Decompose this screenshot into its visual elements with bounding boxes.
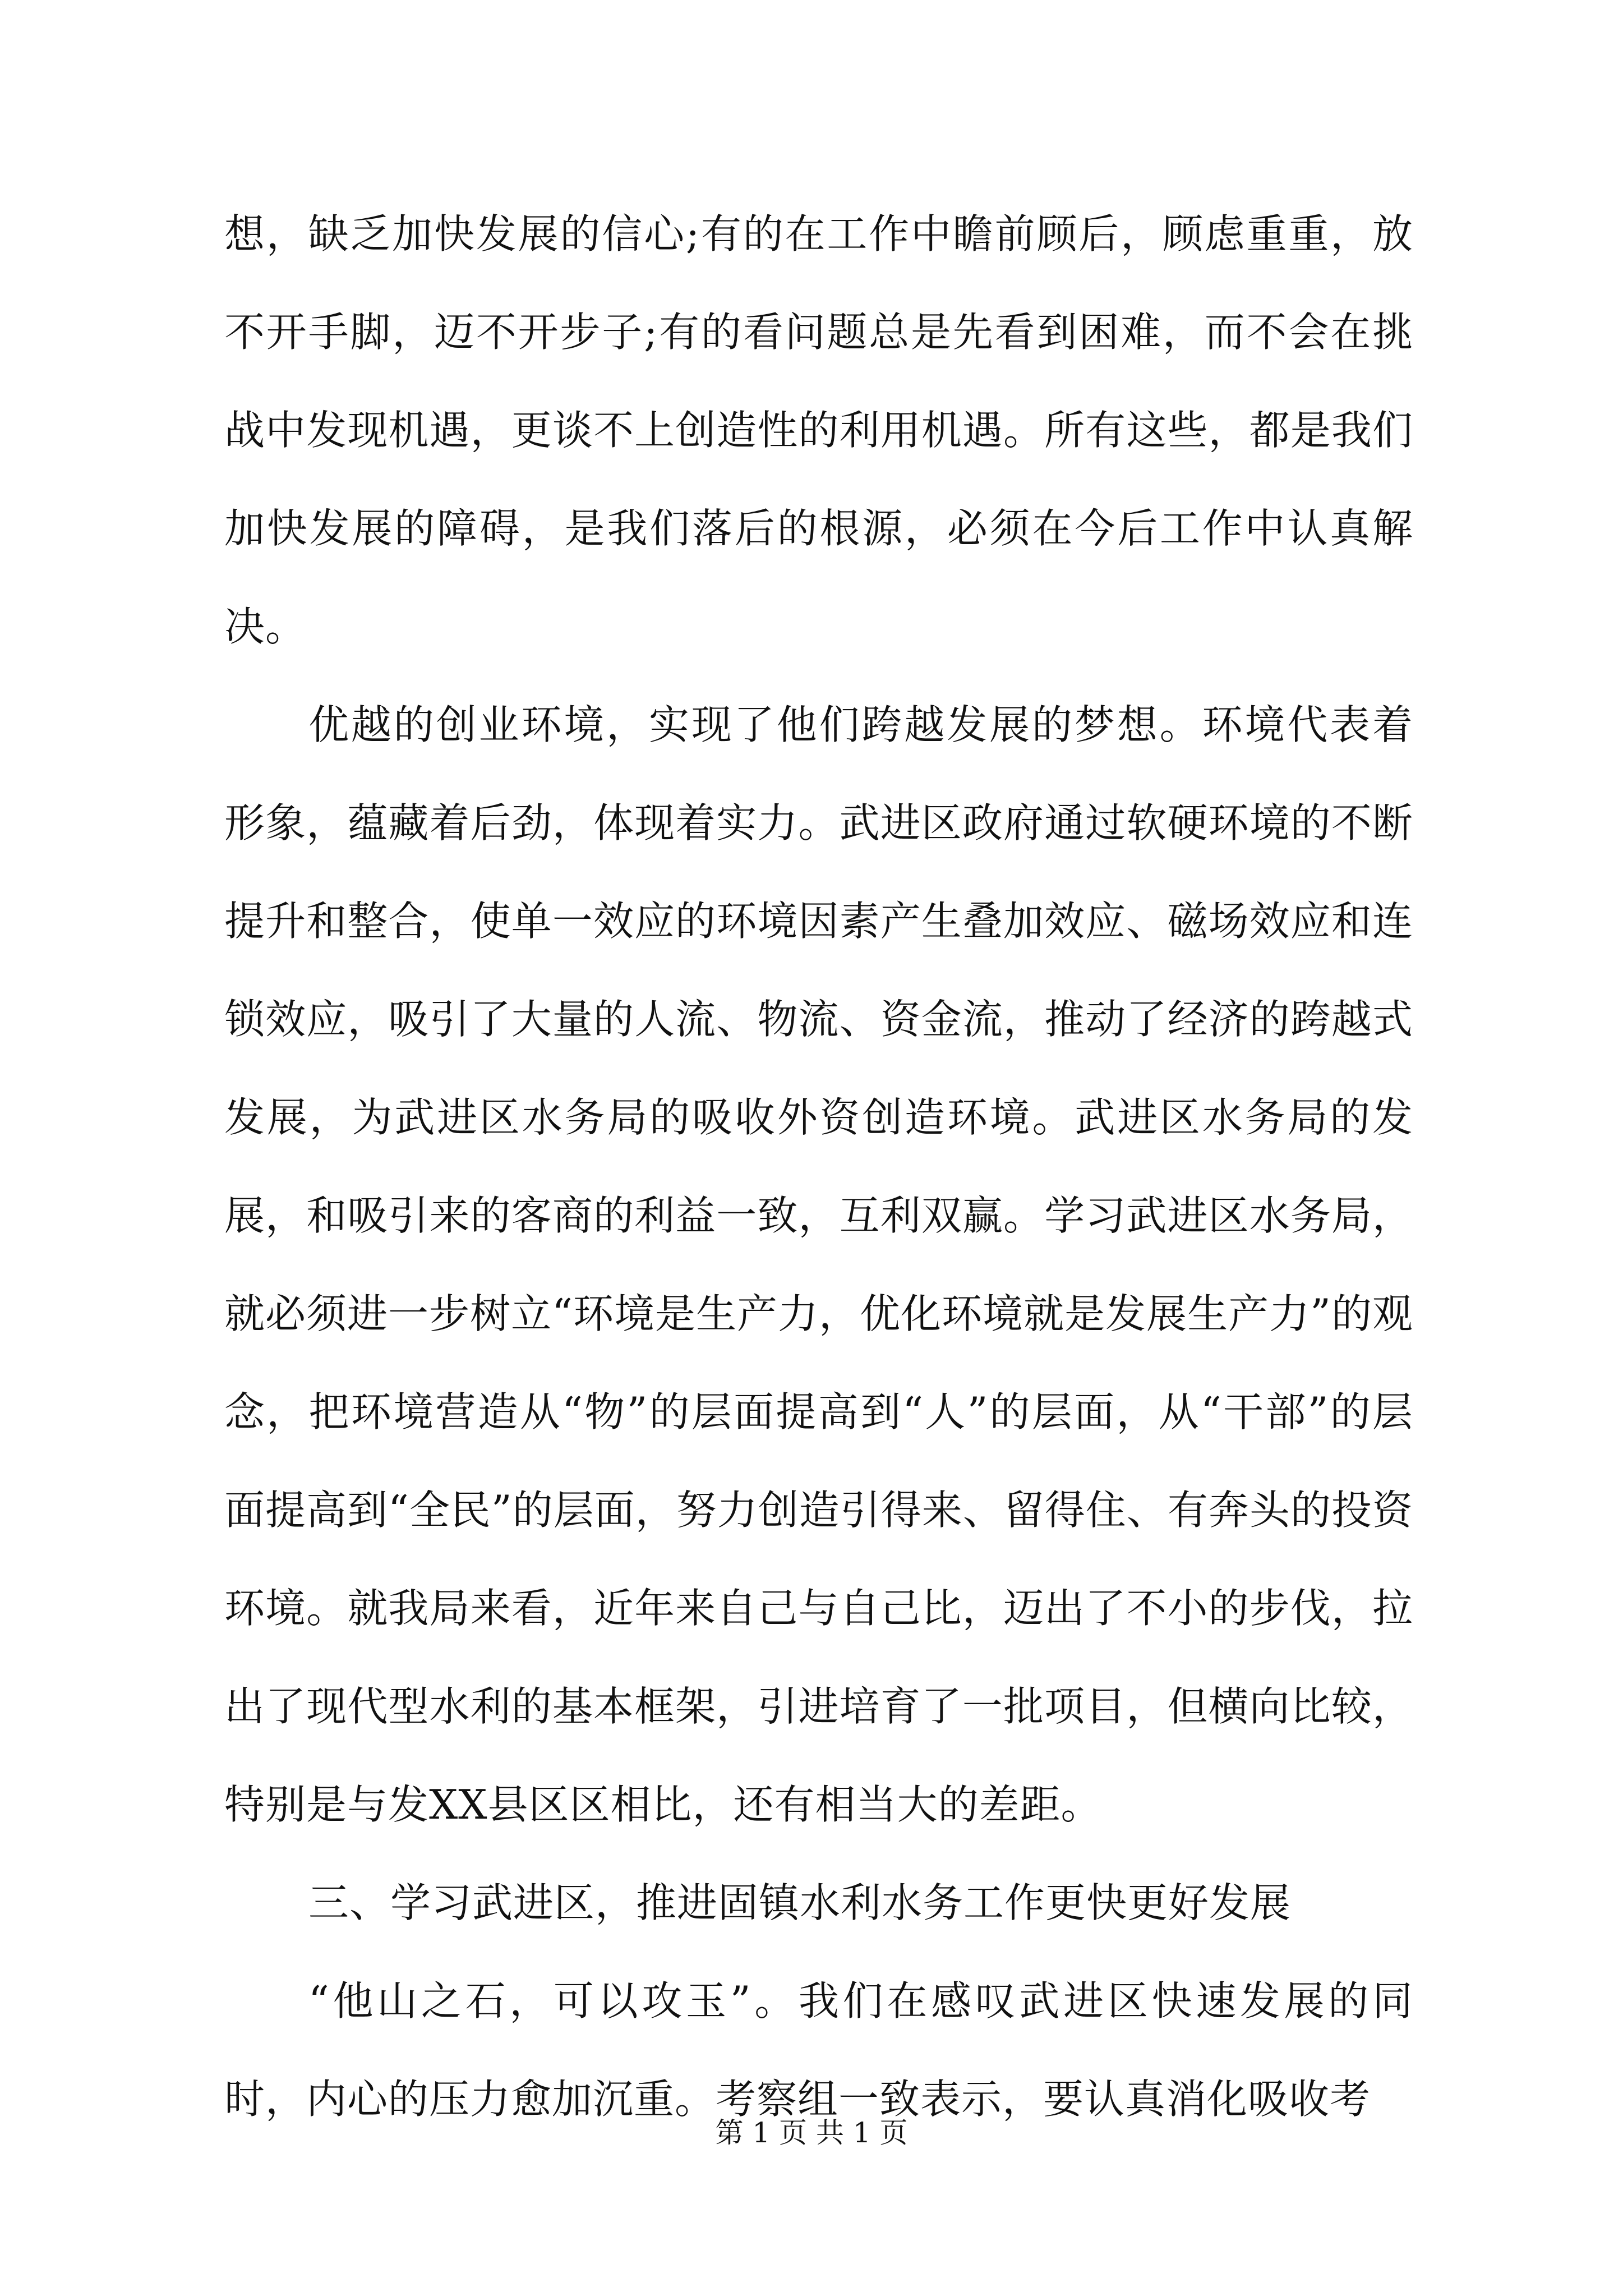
section-heading: 三、学习武进区，推进固镇水利水务工作更快更好发展 [308, 1879, 1292, 1926]
page-footer: 第 1 页 共 1 页 [715, 2116, 908, 2149]
paragraph-continuation: 想，缺乏加快发展的信心;有的在工作中瞻前顾后，顾虑重重，放不开手脚，迈不开步子;有的看问题总是先看到困难，而不会在挑战中发现机遇，更谈不上创造性的利用机遇。所有这些，都是我们加快发展的障碍，是我们落后的根源，必须在今后工作中认真解决。 [224, 210, 1413, 650]
paragraph-conclusion: “他山之石，可以攻玉”。我们在感叹武进区快速发展的同时，内心的压力愈加沉重。考察组一致表示，要认真消化吸收考 [224, 1977, 1413, 2123]
document-body [224, 185, 1413, 2148]
paragraph-environment: 优越的创业环境，实现了他们跨越发展的梦想。环境代表着形象，蕴藏着后劲，体现着实力。武进区政府通过软硬环境的不断提升和整合，使单一效应的环境因素产生叠加效应、磁场效应和连锁效应，吸引了大量的人流、物流、资金流，推动了经济的跨越式发展，为武进区水务局的吸收外资创造环境。武进区水务局的发展，和吸引来的客商的利益一致，互利双赢。学习武进区水务局，就必须进一步树立“环境是生产力，优化环境就是发展生产力”的观念，把环境营造从“物”的层面提高到“人”的层面，从“干部”的层面提高到“全民”的层面，努力创造引得来、留得住、有奔头的投资环境。就我局来看，近年来自己与自己比，迈出了不小的步伐，拉出了现代型水利的基本框架，引进培育了一批项目，但横向比较，特别是与发XX县区区相比，还有相当大的差距。 [224, 701, 1413, 1828]
